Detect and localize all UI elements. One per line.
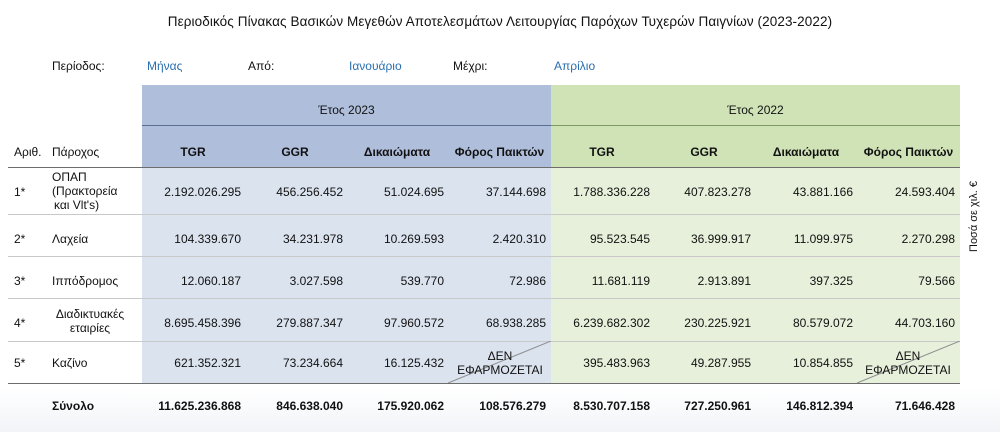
col-header-tax-2023: Φόρος Παικτών [454,145,545,159]
row-1-ggr-2022: 407.823.278 [684,185,751,199]
row-3-tax-2023: 72.986 [509,274,546,288]
row-3-tgr-2022: 11.681.119 [591,274,650,288]
row-2-number: 2* [14,232,26,246]
provider-line: ΟΠΑΠ [52,170,87,184]
total-ggr-2023: 846.638.040 [276,399,343,413]
row-divider [8,214,960,215]
col-header-tax-2022: Φόρος Παικτών [863,145,954,159]
period-select[interactable]: Μήνας [147,59,183,73]
year-2023-label: Έτος 2023 [318,103,375,117]
col-header-ggr-2023: GGR [281,145,309,159]
row-4-tax-2023: 68.938.285 [485,316,546,330]
row-5-provider: Καζίνο [52,356,88,370]
row-1-rights-2022: 43.881.166 [792,185,853,199]
provider-line: (Πρακτορεία [52,184,118,198]
total-ggr-2022: 727.250.961 [684,399,751,413]
provider-line: και Vlt's) [54,198,100,212]
period-label: Περίοδος: [52,59,105,73]
na-line: ΕΦΑΡΜΟΖΕΤΑΙ [865,363,951,377]
row-1-tgr-2023: 2.192.026.295 [164,185,241,199]
row-5-rights-2023: 16.125.432 [383,356,444,370]
row-2-tax-2022: 2.270.298 [901,232,955,246]
to-select[interactable]: Απρίλιο [554,59,596,73]
row-3-tgr-2023: 12.060.187 [180,274,241,288]
provider-line: Διαδικτυακές [55,307,125,321]
row-3-tax-2022: 79.566 [918,274,955,288]
total-tgr-2022: 8.530.707.158 [573,399,650,413]
row-4-number: 4* [14,316,26,330]
col-header-provider: Πάροχος [52,145,100,159]
col-header-ggr-2022: GGR [690,145,718,159]
year-2023-divider [142,125,551,126]
row-3-rights-2023: 539.770 [400,274,444,288]
row-1-provider [52,170,117,212]
row-5-tax-2023-not-applicable [452,349,548,377]
row-2-tax-2023: 2.420.310 [492,232,546,246]
total-tax-2023: 108.576.279 [479,399,546,413]
row-5-tgr-2023: 621.352.321 [174,356,241,370]
units-note: Ποσά σε χιλ. € [968,181,980,252]
row-1-tgr-2022: 1.788.336.228 [573,185,650,199]
row-2-rights-2023: 10.269.593 [383,232,444,246]
row-1-rights-2023: 51.024.695 [383,185,444,199]
row-2-ggr-2022: 36.999.917 [690,232,751,246]
total-rights-2023: 175.920.062 [377,399,444,413]
row-5-ggr-2022: 49.287.955 [690,356,751,370]
col-header-rights-2022: Δικαιώματα [772,145,840,159]
provider-line: εταιρίες [69,321,111,335]
col-header-rights-2023: Δικαιώματα [363,145,431,159]
row-4-tgr-2022: 6.239.682.302 [573,316,650,330]
header-bottom-line [8,167,960,168]
row-4-ggr-2022: 230.225.921 [684,316,751,330]
col-header-tgr-2023: TGR [180,145,206,159]
row-divider [8,256,960,257]
row-3-ggr-2022: 2.913.891 [697,274,751,288]
row-1-tax-2023: 37.144.698 [485,185,546,199]
row-2-provider: Λαχεία [52,232,89,246]
total-tgr-2023: 11.625.236.868 [158,399,241,413]
total-label: Σύνολο [52,399,95,413]
na-line: ΔΕΝ [487,349,513,363]
row-1-number: 1* [14,185,26,199]
total-rights-2022: 146.812.394 [786,399,853,413]
row-1-ggr-2023: 456.256.452 [276,185,343,199]
row-2-tgr-2022: 95.523.545 [589,232,650,246]
na-line: ΕΦΑΡΜΟΖΕΤΑΙ [457,363,543,377]
row-5-tax-2022-not-applicable [861,349,955,377]
row-4-ggr-2023: 279.887.347 [276,316,343,330]
row-4-provider [50,307,130,335]
row-4-tgr-2023: 8.695.458.396 [164,316,241,330]
row-3-rights-2022: 397.325 [809,274,853,288]
row-5-rights-2022: 10.854.855 [792,356,853,370]
row-2-ggr-2023: 34.231.978 [282,232,343,246]
from-select[interactable]: Ιανουάριο [349,59,402,73]
row-2-rights-2022: 11.099.975 [793,232,853,246]
row-5-tgr-2022: 395.483.963 [583,356,650,370]
from-label: Από: [248,59,275,73]
row-3-ggr-2023: 3.027.598 [289,274,343,288]
year-2022-divider [551,125,960,126]
na-line: ΔΕΝ [895,349,921,363]
total-tax-2022: 71.646.428 [894,399,955,413]
row-5-number: 5* [14,356,26,370]
row-3-number: 3* [14,274,26,288]
row-4-rights-2023: 97.960.572 [383,316,444,330]
col-header-number: Αριθ. [14,145,42,159]
page-title: Περιοδικός Πίνακας Βασικών Μεγεθών Αποτελεσμάτων Λειτουργίας Παρόχων Τυχερών Παιγνίων (2023-2022) [167,14,833,29]
row-4-tax-2022: 44.703.160 [894,316,955,330]
row-1-tax-2022: 24.593.404 [894,185,955,199]
year-2022-label: Έτος 2022 [727,103,784,117]
row-2-tgr-2023: 104.339.670 [174,232,241,246]
col-header-tgr-2022: TGR [589,145,615,159]
row-divider [8,298,960,299]
to-label: Μέχρι: [453,59,488,73]
row-5-ggr-2023: 73.234.664 [282,356,343,370]
row-4-rights-2022: 80.579.072 [792,316,853,330]
row-3-provider: Ιππόδρομος [52,274,119,288]
total-top-line [8,383,960,384]
